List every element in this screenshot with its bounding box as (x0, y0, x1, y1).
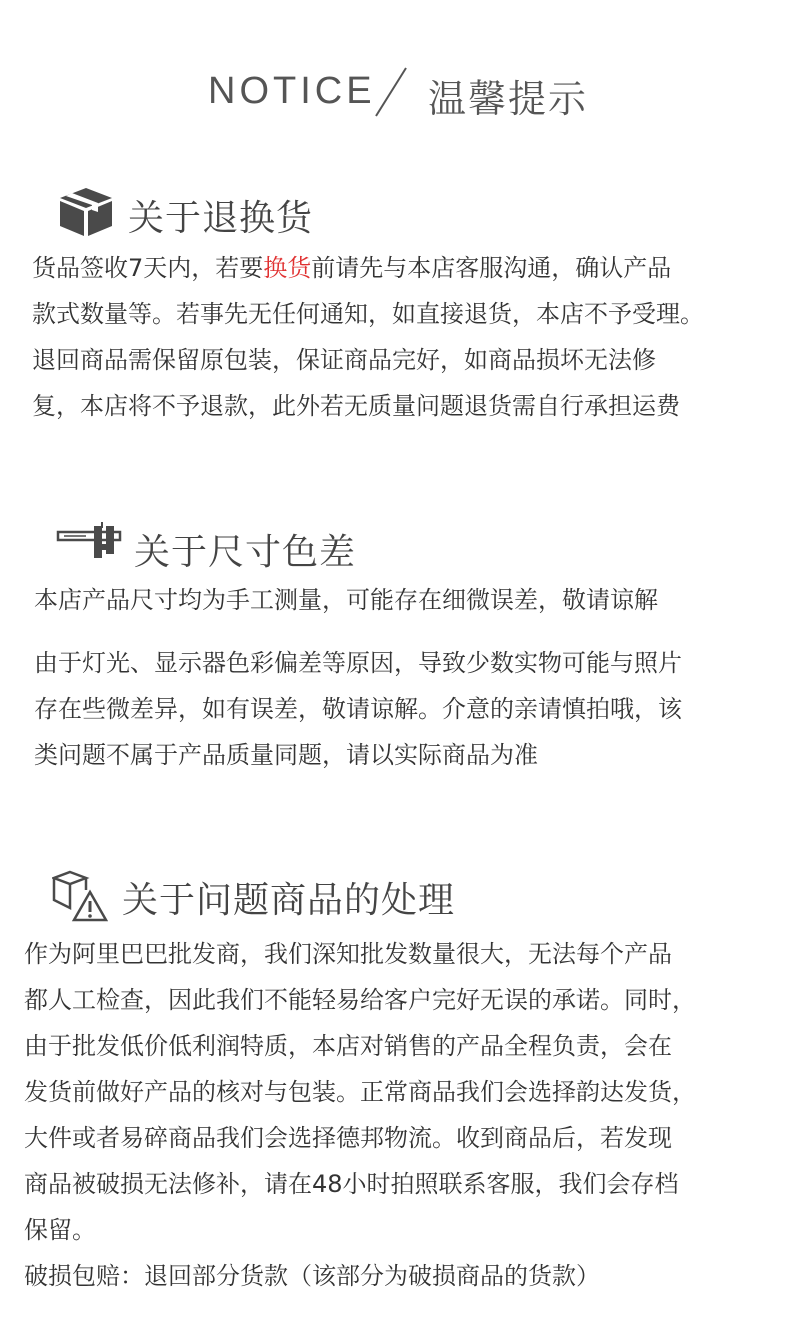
size-paragraph-1: 本店产品尺寸均为手工测量，可能存在细微误差，敬请谅解 (34, 586, 658, 614)
caliper-icon (56, 522, 122, 562)
section-title-problem-goods: 关于问题商品的处理 (122, 880, 456, 921)
returns-highlight-exchange: 换货 (263, 254, 312, 282)
notice-title-cn: 温馨提示 (428, 77, 589, 121)
notice-title-en: NOTICE (208, 70, 376, 112)
section-title-returns: 关于退换货 (128, 198, 314, 239)
package-icon (58, 186, 114, 238)
slash-divider-icon (370, 64, 410, 120)
notice-header (0, 60, 790, 120)
size-paragraph-2: 由于灯光、显示器色彩偏差等原因，导致少数实物可能与照片 存在些微差异，如有误差，敬请谅解。介意的亲请慎拍哦，该 类问题不属于产品质量同题，请以实际商品为准 (34, 649, 682, 769)
section-title-size-color: 关于尺寸色差 (134, 532, 357, 573)
problem-goods-paragraph: 作为阿里巴巴批发商，我们深知批发数量很大，无法每个产品 都人工检查，因此我们不能轻易给客户完好无误的承诺。同时， 由于批发低价低利润特质，本店对销售的产品全程负责，会在 发货前做好产品的核对与包装。正常商品我们会选择韵达发货， 大件或者易碎商品我们会选择德邦物流。收到商品后，若发现 商品被破损无法修补，请在48小时拍照联系客服，我们会存档 保留。 破损包赔：退回部分货款（该部分为破损商品的货款） (24, 940, 696, 1290)
returns-text-before: 货品签收7天内，若要 (32, 254, 264, 282)
returns-text-after: 前请先与本店客服沟通，确认产品 款式数量等。若事先无任何通知，如直接退货，本店不予受理。 退回商品需保留原包装，保证商品完好，如商品损坏无法修 复，本店将不予退款，此外若无质量问题退货需自行承担运费 (32, 254, 704, 420)
damaged-box-warning-icon (52, 870, 108, 922)
returns-paragraph (32, 245, 782, 429)
